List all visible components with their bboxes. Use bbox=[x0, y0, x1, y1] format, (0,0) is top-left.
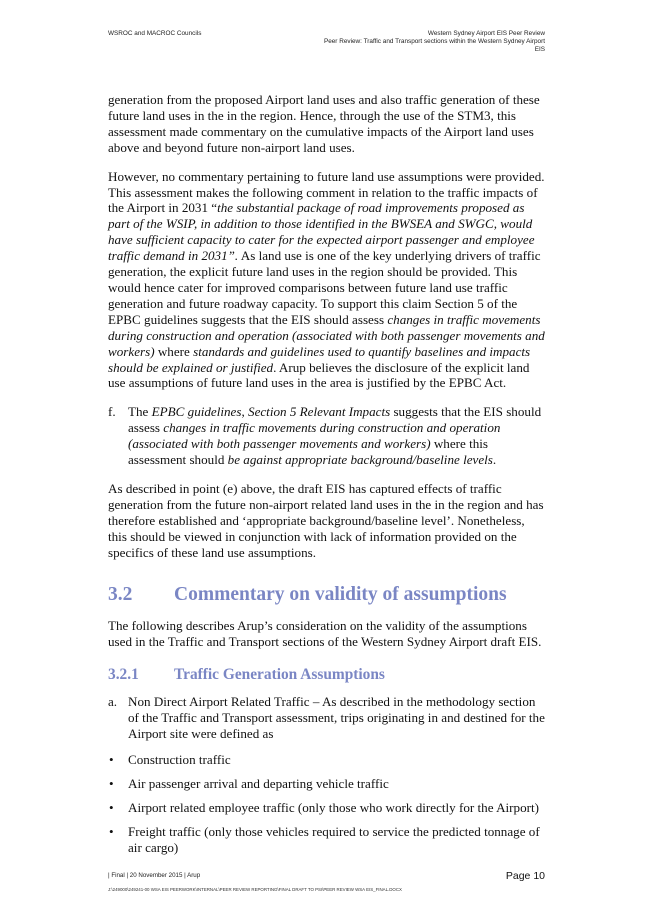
header-right-line2: Peer Review: Traffic and Transport sections within the Western Sydney Airport bbox=[323, 38, 545, 46]
bullet-text: Freight traffic (only those vehicles required to service the predicted tonnage of air cargo) bbox=[128, 823, 540, 855]
bullet-item bbox=[108, 800, 546, 816]
bullet-item bbox=[108, 776, 546, 792]
header-left: WSROC and MACROC Councils bbox=[108, 30, 202, 37]
list-item-f-italic-4: be against appropriate background/baseline levels bbox=[227, 452, 493, 468]
list-item-f-text-1: The bbox=[128, 404, 152, 420]
paragraph-2-text-3: where bbox=[154, 343, 194, 359]
bullet-text: Air passenger arrival and departing vehicle traffic bbox=[128, 775, 389, 791]
bullet-icon: • bbox=[109, 823, 114, 839]
bullet-icon: • bbox=[109, 799, 114, 815]
footer-status: | Final | 20 November 2015 | Arup bbox=[108, 872, 201, 879]
section-title: Commentary on validity of assumptions bbox=[174, 584, 507, 606]
bullet-text: Construction traffic bbox=[128, 752, 231, 767]
bullet-icon: • bbox=[109, 775, 114, 791]
subsection-number: 3.2.1 bbox=[108, 666, 139, 684]
list-item-f-label: f. bbox=[108, 404, 116, 420]
footer-file-path: J:\249000\249241-00 WSA EIS PEERWORK\INTERNAL\PEER REVIEW REPORTING\FINAL DRAFT TO PSI\PEER REVIEW WSA EIS_FINAL.DOCX bbox=[108, 887, 402, 892]
page-number: Page 10 bbox=[505, 870, 545, 882]
list-item-f-italic-3: changes in traffic movements during construction and operation (associated with both passenger movements and workers) bbox=[128, 420, 501, 452]
list-item-f-text-2: , bbox=[241, 404, 249, 420]
list-item-f-italic-2: Section 5 Relevant Impacts bbox=[248, 404, 391, 420]
paragraph-2-quote: the substantial package of road improvements proposed as part of the WSIP, in addition to those identified in the BWSEA and SWGC, would have sufficient capacity to cater for the expected airport passenger and employee traffic demand in 2031”. bbox=[108, 200, 535, 264]
paragraph-2-italic-3: standards and guidelines used to quantify baselines and impacts should be explained or justified bbox=[108, 343, 531, 375]
paragraph-2-italic-2: changes in traffic movements during construction and operation (associated with both passenger movements and workers) bbox=[108, 311, 545, 359]
bullet-item bbox=[108, 752, 546, 768]
section-number: 3.2 bbox=[108, 584, 133, 606]
list-item-f-text-5: . bbox=[492, 452, 497, 468]
subsection-title: Traffic Generation Assumptions bbox=[174, 666, 385, 684]
section-heading bbox=[108, 584, 546, 606]
paragraph-1: generation from the proposed Airport land uses and also traffic generation of these future land uses in the in the region. Hence, through the use of the STM3, this assessment made commentary on the cumulative impacts of the Airport land uses above and beyond future non-airport land uses. bbox=[108, 92, 540, 155]
header-right bbox=[324, 30, 545, 55]
paragraph-2 bbox=[108, 169, 546, 392]
paragraph-2-text-1: However, no commentary pertaining to future land use assumptions were provided. This assessment makes the following comment in relation to the traffic impacts of the Airport in 2031 “ bbox=[108, 168, 545, 216]
document-body bbox=[108, 92, 546, 864]
paragraph-3: As described in point (e) above, the draft EIS has captured effects of traffic generation from the future non-airport related land uses in the in the region and has therefore established and ‘appropriate background/baseline level’. Nonetheless, this should be viewed in conjunction with lack of information provided on the specifics of these land use assumptions. bbox=[108, 480, 544, 560]
subsection-heading bbox=[108, 666, 546, 684]
paragraph-4: The following describes Arup’s consideration on the validity of the assumptions used in the Traffic and Transport sections of the Western Sydney Airport draft EIS. bbox=[108, 618, 542, 650]
list-item-f-italic-1: EPBC guidelines bbox=[151, 404, 242, 420]
bullet-text: Airport related employee traffic (only those who work directly for the Airport) bbox=[128, 799, 539, 815]
header-right-line3: EIS bbox=[534, 46, 545, 54]
list-item-a bbox=[108, 694, 546, 742]
list-item-f-text-4: where this assessment should bbox=[128, 436, 489, 468]
list-item-a-text: Non Direct Airport Related Traffic – As described in the methodology section of the Traffic and Transport assessment, trips originating in and destined for the Airport site were defined as bbox=[128, 694, 545, 742]
list-item-f bbox=[108, 404, 546, 468]
paragraph-2-text-2: As land use is one of the key underlying drivers of traffic generation, the explicit future land uses in the region should be provided. This would hence cater for improved comparisons between future land use traffic generation and future roadway capacity. To support this claim Section 5 of the EPBC guidelines suggests that the EIS should assess bbox=[108, 248, 541, 327]
header-right-line1: Western Sydney Airport EIS Peer Review bbox=[427, 30, 545, 37]
bullet-item bbox=[108, 824, 546, 856]
bullet-icon: • bbox=[109, 752, 114, 767]
list-item-f-text-3: suggests that the EIS should assess bbox=[128, 404, 542, 436]
paragraph-2-text-4: . Arup believes the disclosure of the explicit land use assumptions of future land uses in the area is justified by the EPBC Act. bbox=[108, 359, 530, 391]
list-item-a-label: a. bbox=[108, 694, 118, 710]
